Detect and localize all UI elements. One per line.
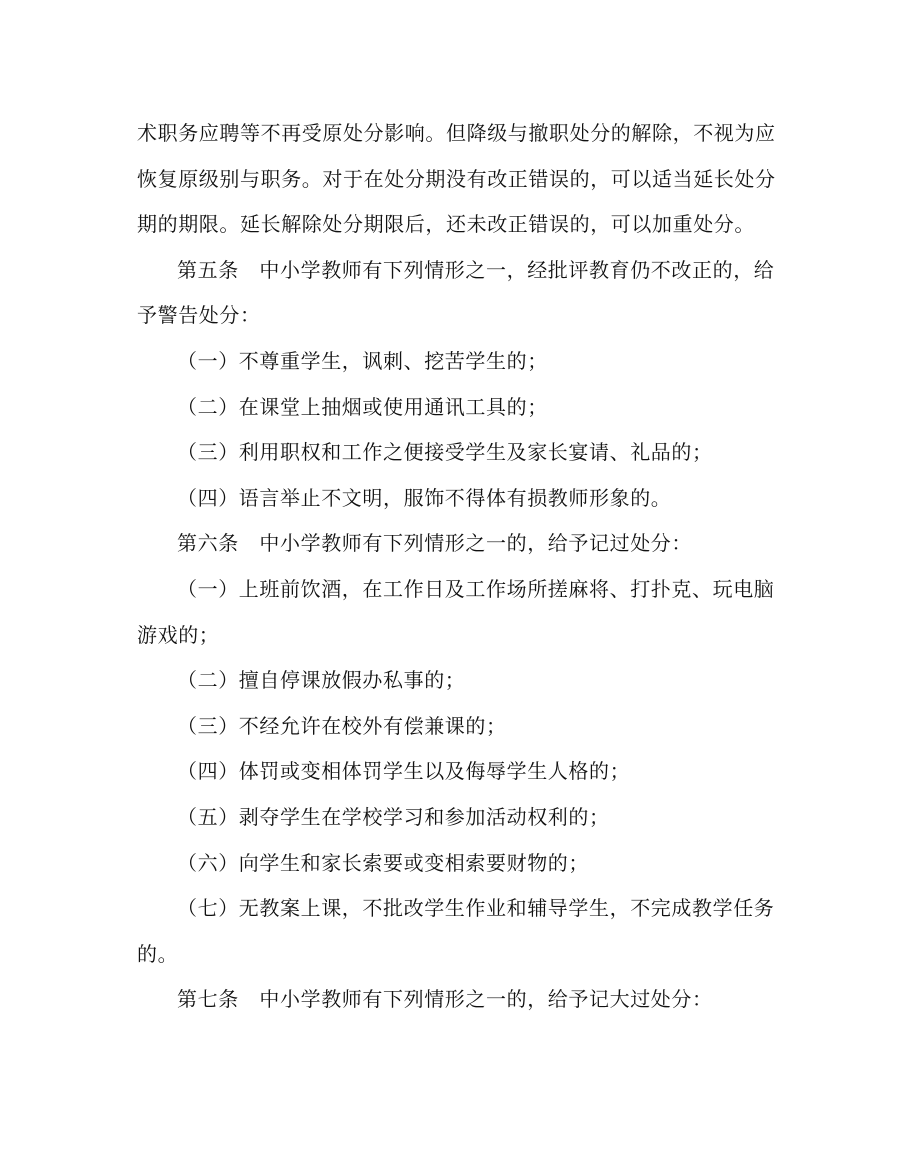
list-item: （三）利用职权和工作之便接受学生及家长宴请、礼品的； [177,440,713,465]
list-item: （七）无教案上课，不批改学生作业和辅导学生，不完成教学任务 [177,896,775,921]
article-heading: 第七条 中小学教师有下列情形之一的，给予记大过处分： [177,987,713,1012]
text-line: 术职务应聘等不再受原处分影响。但降级与撤职处分的解除，不视为应 [137,121,776,145]
text-line: 的。 [137,941,179,966]
list-item: （一）上班前饮酒，在工作日及工作场所搓麻将、打扑克、玩电脑 [177,576,775,601]
list-item: （二）在课堂上抽烟或使用通讯工具的； [177,394,548,419]
article-heading: 第五条 中小学教师有下列情形之一，经批评教育仍不改正的，给 [177,257,775,282]
article-heading: 第六条 中小学教师有下列情形之一的，给予记过处分： [177,531,692,556]
list-item: （三）不经允许在校外有偿兼课的； [177,713,507,738]
list-item: （六）向学生和家长索要或变相索要财物的； [177,850,589,875]
list-item: （四）语言举止不文明，服饰不得体有损教师形象的。 [177,485,672,510]
text-line: 期的期限。延长解除处分期限后，还未改正错误的，可以加重处分。 [137,212,755,237]
list-item: （二）擅自停课放假办私事的； [177,668,466,693]
text-line: 恢复原级别与职务。对于在处分期没有改正错误的，可以适当延长处分 [137,166,776,191]
text-line: 游戏的； [137,622,220,647]
list-item: （一）不尊重学生，讽刺、挖苦学生的； [177,348,548,373]
body-text [137,111,797,1023]
list-item: （四）体罚或变相体罚学生以及侮辱学生人格的； [177,759,631,784]
list-item: （五）剥夺学生在学校学习和参加活动权利的； [177,804,610,829]
text-line: 予警告处分： [137,303,261,328]
